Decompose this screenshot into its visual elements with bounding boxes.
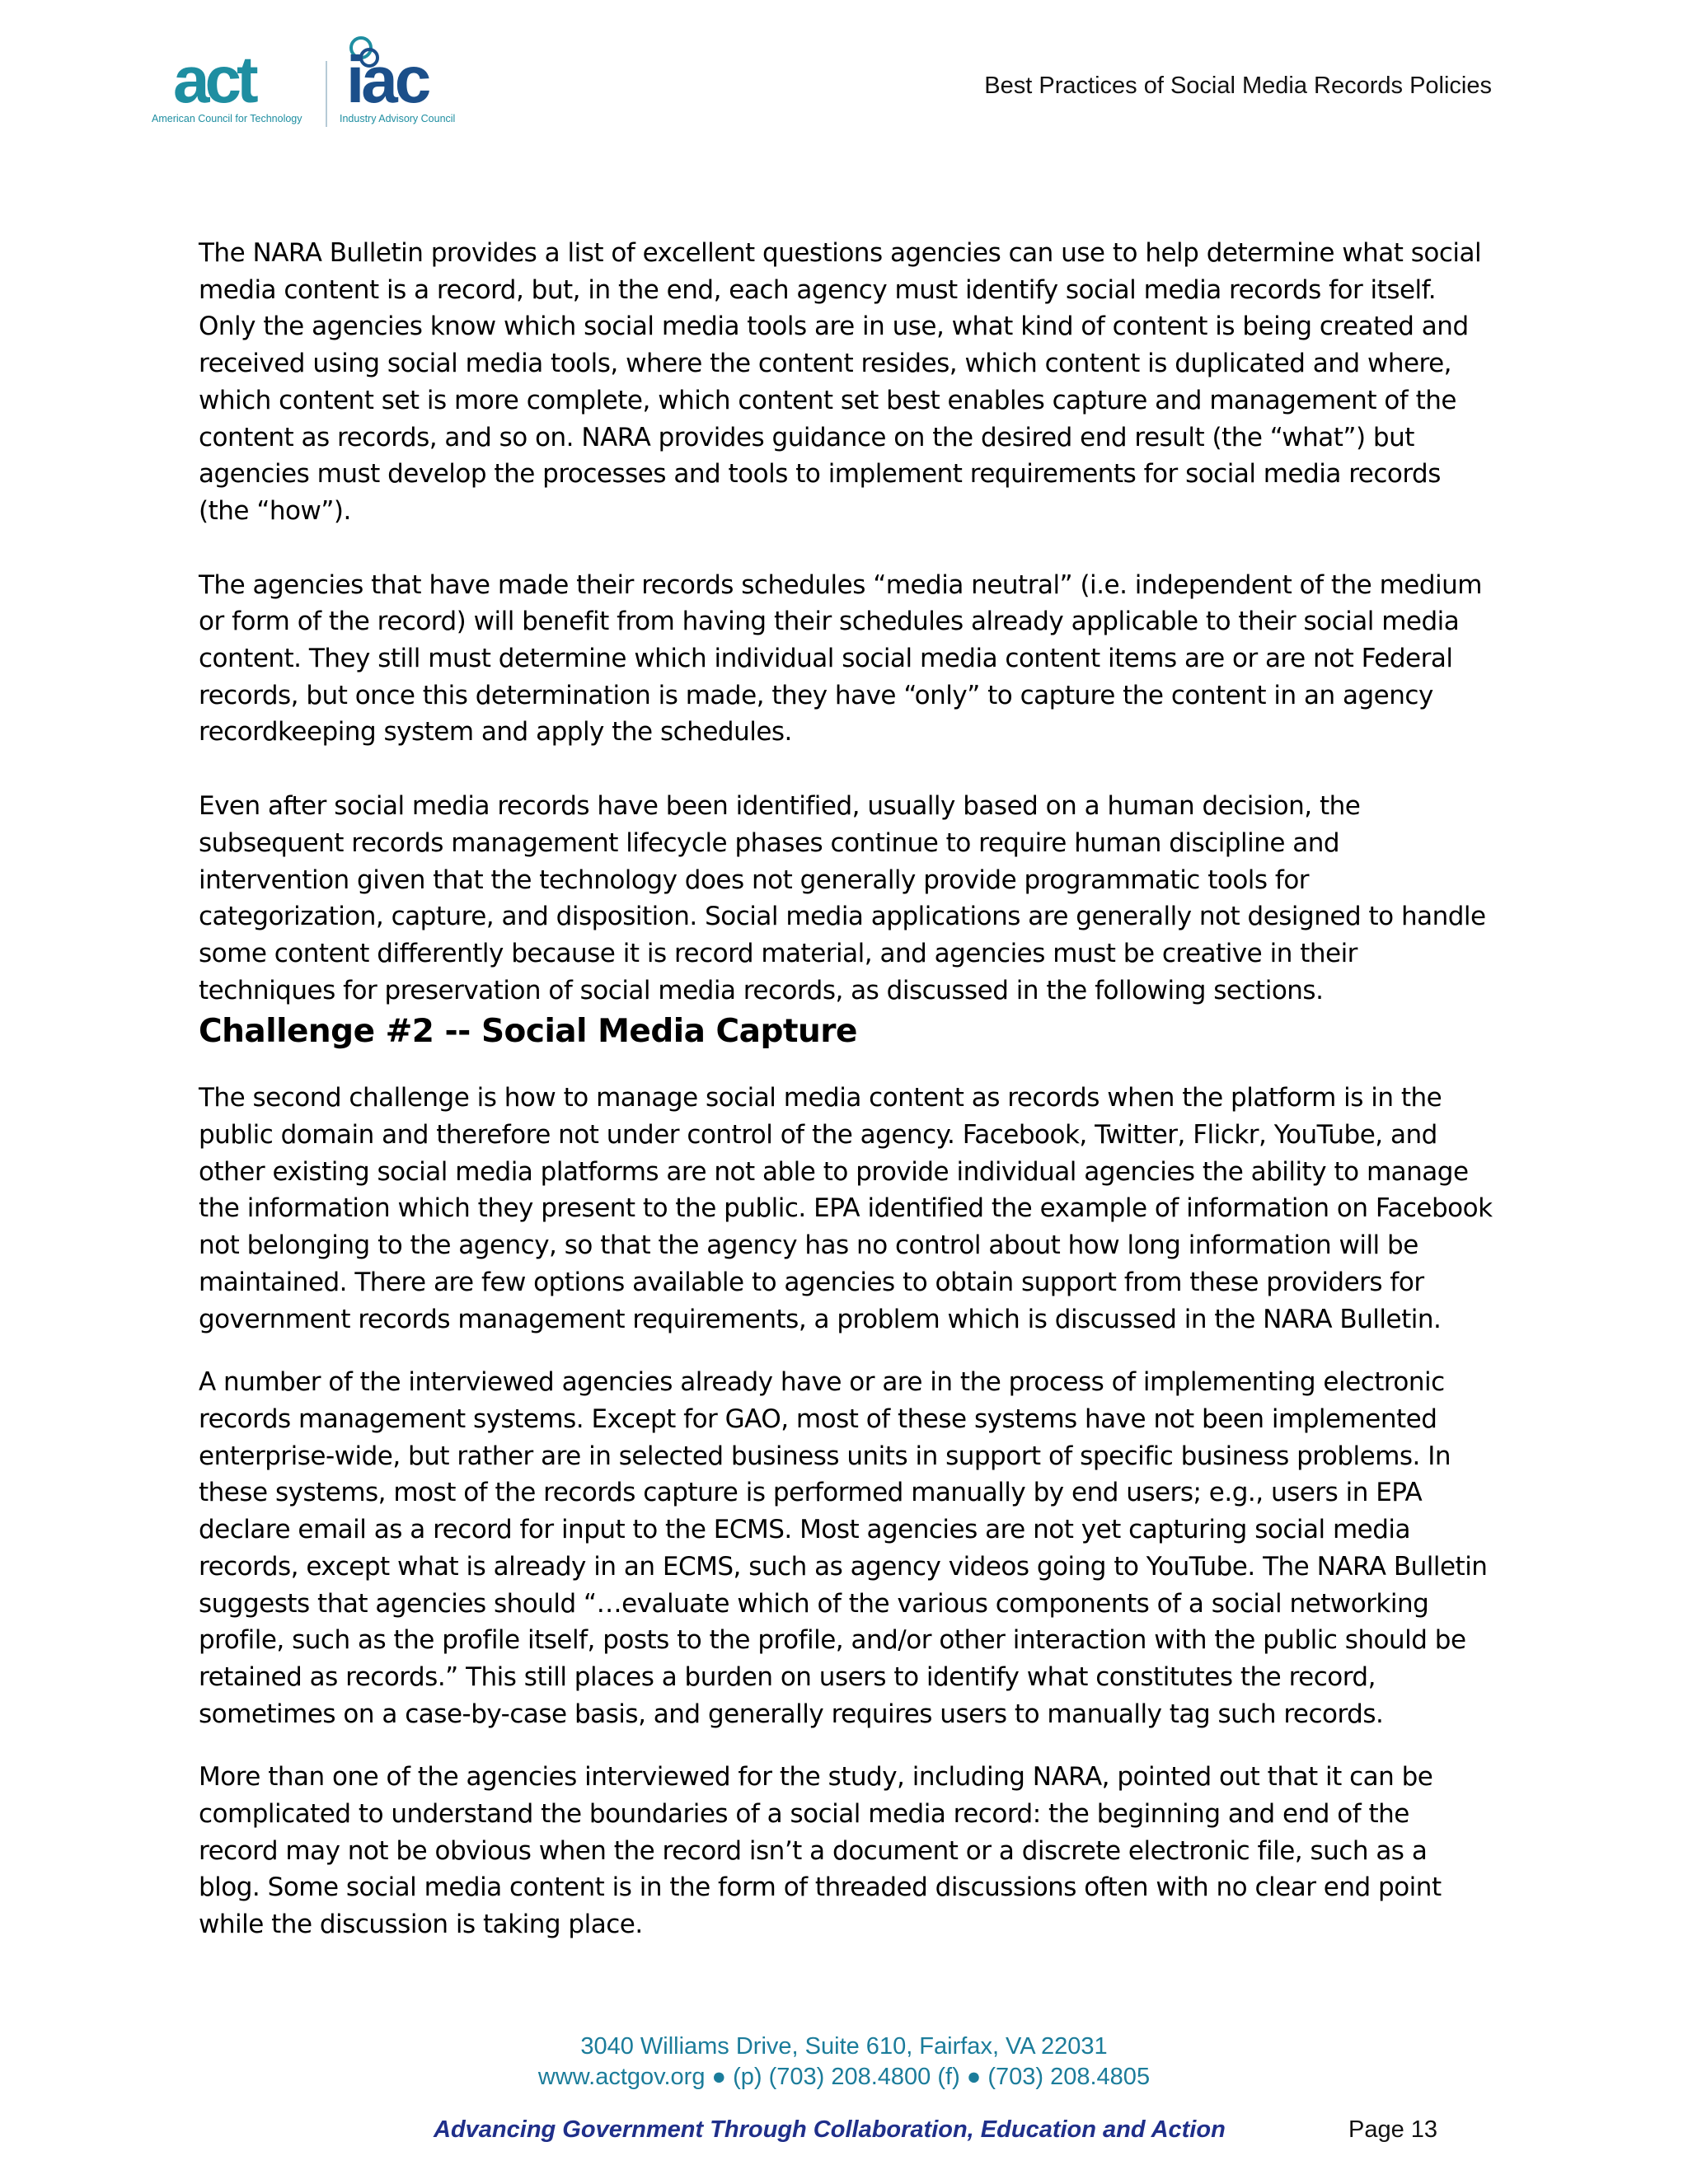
section-heading: Challenge #2 -- Social Media Capture	[199, 1013, 857, 1051]
body-paragraph: Even after social media records have been identified, usually based on a human decision, the subsequent records management lifecycle phases continue to require human discipline and intervention given that the technology does not generally provide programmatic tools for categorization, capture, and disposition. Social media applications are generally not designed to handle some content differently because it is record material, and agencies must be creative in their techniques for preservation of social media records, as discussed in the following sections.	[199, 791, 1486, 1005]
act-logo-caption: American Council for Technology	[152, 113, 302, 124]
act-iac-logo	[148, 30, 478, 137]
iac-logo-caption: Industry Advisory Council	[340, 113, 456, 124]
page-header	[148, 30, 1492, 137]
document-title: Best Practices of Social Media Records Policies	[984, 73, 1492, 99]
act-logo-text: act	[173, 43, 254, 116]
iac-logo-text: iac	[346, 43, 429, 116]
footer-tagline: Advancing Government Through Collaboration, Education and Action	[434, 2116, 1226, 2143]
body-paragraph: A number of the interviewed agencies already have or are in the process of implementing electronic records management systems. Except for GAO, most of these systems have not been implemented enterprise-wide, but rather are in selected business units in support of specific business problems. In these systems, most of the records capture is performed manually by end users; e.g., users in EPA declare email as a record for input to the ECMS. Most agencies are not yet capturing social media records, except what is already in an ECMS, such as agency videos going to YouTube. The NARA Bulletin suggests that agencies should “…evaluate which of the various components of a social networking profile, such as the profile itself, posts to the profile, and/or other interaction with the public should be retained as records.” This still places a burden on users to identify what constitutes the record, sometimes on a case-by-case basis, and generally requires users to manually tag such records.	[199, 1367, 1488, 1729]
footer-contact-line: www.actgov.org ● (p) (703) 208.4800 (f) ● (703) 208.4805	[537, 2064, 1151, 2090]
footer-contact	[0, 2032, 1688, 2093]
body-paragraph: The second challenge is how to manage social media content as records when the platform is in the public domain and therefore not under control of the agency. Facebook, Twitter, Flickr, YouTube, and other existing social media platforms are not able to provide individual agencies the ability to manage the information which they present to the public. EPA identified the example of information on Facebook not belonging to the agency, so that the agency has no control about how long information will be maintained. There are few options available to agencies to obtain support from these providers for government records management requirements, a problem which is discussed in the NARA Bulletin.	[199, 1083, 1493, 1334]
body-paragraph: More than one of the agencies interviewed for the study, including NARA, pointed out that it can be complicated to understand the boundaries of a social media record: the beginning and end of the record may not be obvious when the record isn’t a document or a discrete electronic file, such as a blog. Some social media content is in the form of threaded discussions often with no clear end point while the discussion is taking place.	[199, 1762, 1442, 1940]
footer-address-line: 3040 Williams Drive, Suite 610, Fairfax, VA 22031	[580, 2033, 1108, 2060]
body-paragraph: The NARA Bulletin provides a list of excellent questions agencies can use to help determine what social media content is a record, but, in the end, each agency must identify social media records for itself. Only the agencies know which social media tools are in use, what kind of content is being created and received using social media tools, where the content resides, which content is duplicated and where, which content set is more complete, which content set best enables capture and management of the content as records, and so on. NARA provides guidance on the desired end result (the “what”) but agencies must develop the processes and tools to implement requirements for social media records (the “how”).	[199, 238, 1482, 526]
body-paragraph: The agencies that have made their records schedules “media neutral” (i.e. independent of the medium or form of the record) will benefit from having their schedules already applicable to their social media content. They still must determine which individual social media content items are or are not Federal records, but once this determination is made, they have “only” to capture the content in an agency recordkeeping system and apply the schedules.	[199, 569, 1482, 748]
page-number: Page 13	[1348, 2116, 1438, 2143]
page-body	[199, 235, 1493, 1943]
